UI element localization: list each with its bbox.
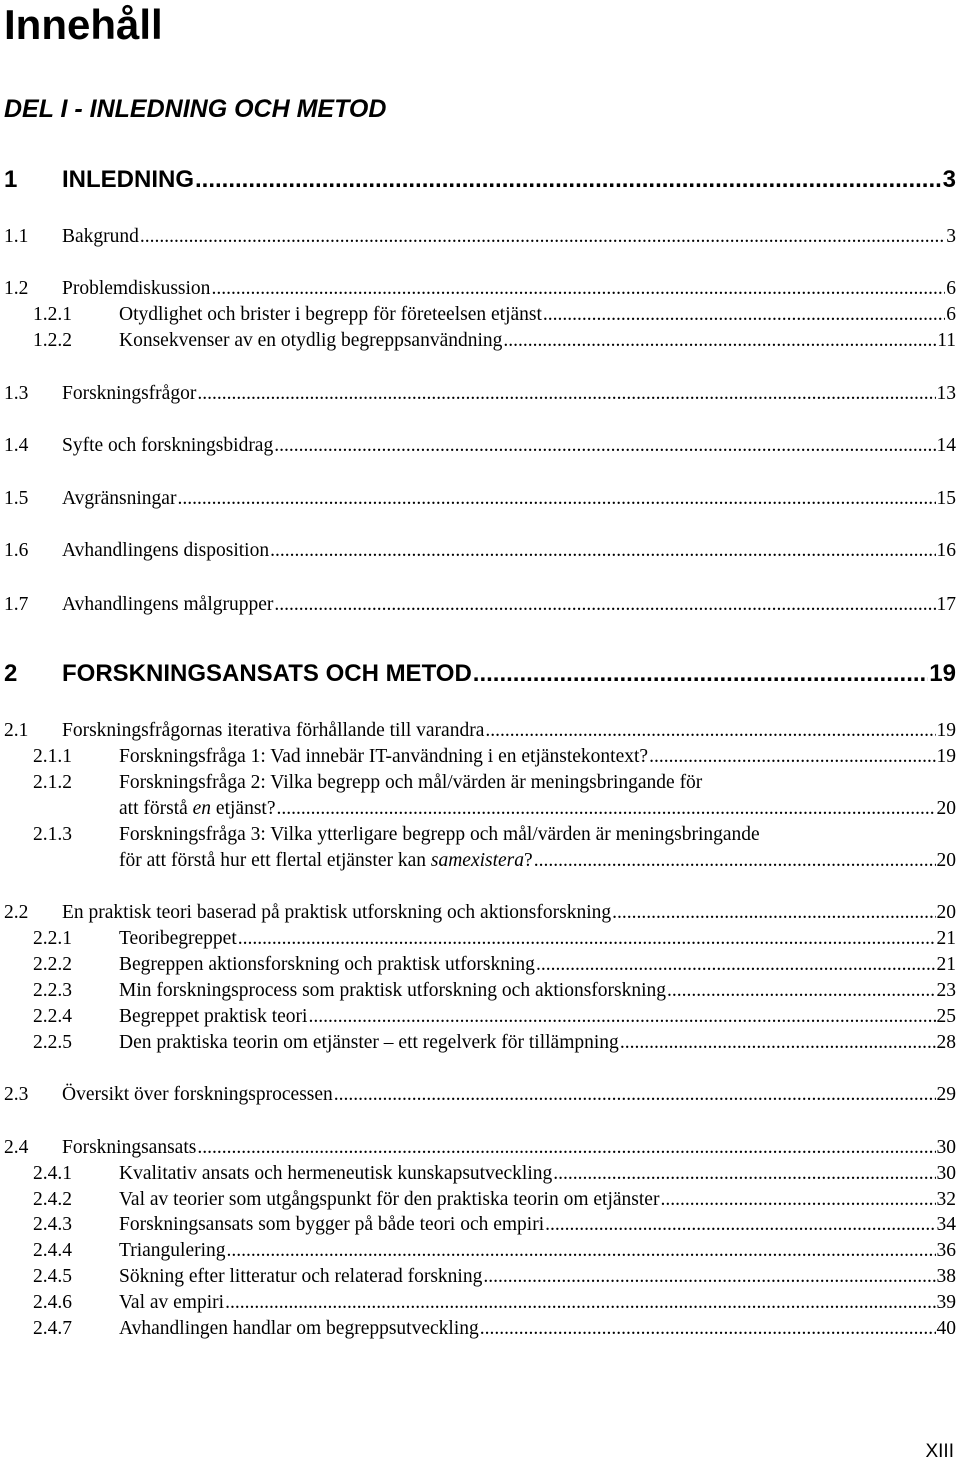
toc-page: 32 bbox=[936, 1189, 956, 1210]
toc-leader bbox=[177, 486, 935, 512]
toc-number: 2.2.2 bbox=[33, 954, 72, 975]
toc-title: Kvalitativ ansats och hermeneutisk kunskapsutveckling bbox=[119, 1163, 553, 1184]
toc-title: Problemdiskussion bbox=[62, 278, 211, 299]
toc-page: 20 bbox=[936, 798, 956, 819]
toc-number: 2.4.1 bbox=[33, 1163, 72, 1184]
toc-title: Avgränsningar bbox=[62, 488, 177, 509]
toc-leader bbox=[612, 900, 935, 926]
toc-title: Forskningsfrågor bbox=[62, 383, 197, 404]
toc-page: 19 bbox=[936, 746, 956, 767]
toc-number: 2.2.1 bbox=[33, 928, 72, 949]
toc-page: 14 bbox=[936, 435, 956, 456]
toc-leader bbox=[227, 1238, 936, 1264]
toc-title: Forskningsansats bbox=[62, 1137, 197, 1158]
toc-title: Den praktiska teorin om etjänster – ett regelverk för tillämpning bbox=[119, 1032, 619, 1053]
toc-leader bbox=[308, 1004, 935, 1030]
toc-number: 2.4.6 bbox=[33, 1292, 72, 1313]
toc-number: 1.2.1 bbox=[33, 304, 72, 325]
toc-page: 38 bbox=[936, 1266, 956, 1287]
toc-leader bbox=[534, 848, 936, 874]
toc-page: 29 bbox=[936, 1084, 956, 1105]
toc-number: 2.1.1 bbox=[33, 746, 72, 767]
toc-leader bbox=[238, 926, 936, 952]
toc-page: 20 bbox=[936, 902, 956, 923]
toc-title-line2: att förstå en etjänst? bbox=[119, 798, 276, 819]
toc-number: 2.2.4 bbox=[33, 1006, 72, 1027]
toc-leader bbox=[553, 1161, 935, 1187]
toc-number: 1.2 bbox=[4, 278, 29, 299]
toc-leader bbox=[480, 1316, 936, 1342]
toc-number: 2 bbox=[4, 660, 18, 687]
toc-title: Avhandlingens målgrupper bbox=[62, 594, 274, 615]
toc-page: 6 bbox=[946, 304, 956, 325]
toc-number: 1.6 bbox=[4, 540, 29, 561]
toc-page: 6 bbox=[946, 278, 956, 299]
toc-leader bbox=[473, 658, 929, 690]
toc-number: 1 bbox=[4, 166, 18, 193]
toc-page: 28 bbox=[936, 1032, 956, 1053]
toc-number: 2.4.2 bbox=[33, 1189, 72, 1210]
toc-leader bbox=[225, 1290, 935, 1316]
toc-page: 30 bbox=[936, 1137, 956, 1158]
toc-title-line1: Forskningsfråga 2: Vilka begrepp och mål/värden är meningsbringande för bbox=[119, 772, 703, 793]
part-title: DEL I - INLEDNING OCH METOD bbox=[4, 95, 387, 123]
toc-leader bbox=[211, 276, 945, 302]
toc-number: 2.4.7 bbox=[33, 1318, 72, 1339]
toc-title: Bakgrund bbox=[62, 226, 139, 247]
toc-title: Triangulering bbox=[119, 1240, 226, 1261]
emphasis: en bbox=[192, 798, 212, 819]
toc-leader bbox=[274, 433, 935, 459]
page-number: XIII bbox=[925, 1441, 954, 1462]
toc-title-line1: Forskningsfråga 3: Vilka ytterligare begrepp och mål/värden är meningsbringande bbox=[119, 824, 760, 845]
toc-number: 2.1 bbox=[4, 720, 29, 741]
toc-number: 2.4 bbox=[4, 1137, 29, 1158]
toc-page: 39 bbox=[936, 1292, 956, 1313]
toc-number: 1.4 bbox=[4, 435, 29, 456]
toc-title: Otydlighet och brister i begrepp för företeelsen etjänst bbox=[119, 304, 542, 325]
toc-title: Forskningsfråga 1: Vad innebär IT-användning i en etjänstekontext? bbox=[119, 746, 649, 767]
toc-number: 1.7 bbox=[4, 594, 29, 615]
toc-number: 2.2.5 bbox=[33, 1032, 72, 1053]
toc-page: 13 bbox=[936, 383, 956, 404]
toc-title: En praktisk teori baserad på praktisk utforskning och aktionsforskning bbox=[62, 902, 612, 923]
toc-number: 2.4.4 bbox=[33, 1240, 72, 1261]
toc-number: 2.3 bbox=[4, 1084, 29, 1105]
toc-number: 1.1 bbox=[4, 226, 29, 247]
toc-leader bbox=[274, 592, 935, 618]
toc-page: 34 bbox=[936, 1214, 956, 1235]
toc-page: 30 bbox=[936, 1163, 956, 1184]
toc-page: 23 bbox=[936, 980, 956, 1001]
toc-leader bbox=[270, 538, 935, 564]
toc-page: 21 bbox=[936, 928, 956, 949]
toc-title: Avhandlingens disposition bbox=[62, 540, 270, 561]
toc-page: 3 bbox=[946, 226, 956, 247]
toc-leader bbox=[536, 952, 936, 978]
toc-number: 1.3 bbox=[4, 383, 29, 404]
toc-leader bbox=[543, 302, 945, 328]
toc-title: Min forskningsprocess som praktisk utforskning och aktionsforskning bbox=[119, 980, 667, 1001]
toc-title: Konsekvenser av en otydlig begreppsanvändning bbox=[119, 330, 503, 351]
toc-page: 19 bbox=[929, 660, 956, 687]
toc-title: Forskningsansats som bygger på både teori och empiri bbox=[119, 1214, 545, 1235]
toc-number: 1.5 bbox=[4, 488, 29, 509]
toc-title-line2: för att förstå hur ett flertal etjänster kan samexistera? bbox=[119, 850, 533, 871]
toc-leader bbox=[197, 1135, 935, 1161]
toc-leader bbox=[620, 1030, 936, 1056]
toc-leader bbox=[649, 744, 935, 770]
toc-page: 15 bbox=[936, 488, 956, 509]
toc-number: 2.4.5 bbox=[33, 1266, 72, 1287]
toc-title: Begreppen aktionsforskning och praktisk utforskning bbox=[119, 954, 535, 975]
toc-title: Sökning efter litteratur och relaterad forskning bbox=[119, 1266, 483, 1287]
toc-leader bbox=[195, 164, 942, 196]
toc-number: 2.2 bbox=[4, 902, 29, 923]
toc-page: 36 bbox=[936, 1240, 956, 1261]
toc-number: 2.1.2 bbox=[33, 772, 72, 793]
toc-leader bbox=[140, 224, 945, 250]
toc-title: Begreppet praktisk teori bbox=[119, 1006, 308, 1027]
toc-number: 2.4.3 bbox=[33, 1214, 72, 1235]
toc-page: 16 bbox=[936, 540, 956, 561]
toc-page: 17 bbox=[936, 594, 956, 615]
toc-title: Val av empiri bbox=[119, 1292, 225, 1313]
toc-number: 2.1.3 bbox=[33, 824, 72, 845]
toc-leader bbox=[660, 1187, 935, 1213]
emphasis: samexistera bbox=[430, 850, 525, 871]
toc-leader bbox=[667, 978, 935, 1004]
toc-page: 25 bbox=[936, 1006, 956, 1027]
toc-page: 20 bbox=[936, 850, 956, 871]
toc-leader bbox=[334, 1082, 936, 1108]
toc-number: 2.2.3 bbox=[33, 980, 72, 1001]
toc-page: 3 bbox=[942, 166, 956, 193]
toc-title: INLEDNING bbox=[62, 166, 194, 193]
toc-title: Översikt över forskningsprocessen bbox=[62, 1084, 333, 1105]
toc-title: Teoribegreppet bbox=[119, 928, 237, 949]
toc-leader bbox=[503, 328, 936, 354]
toc-title: Syfte och forskningsbidrag bbox=[62, 435, 274, 456]
toc-page: 19 bbox=[936, 720, 956, 741]
toc-page: 11 bbox=[937, 330, 956, 351]
toc-title: FORSKNINGSANSATS OCH METOD bbox=[62, 660, 472, 687]
toc-leader bbox=[276, 796, 935, 822]
toc-page: 40 bbox=[936, 1318, 956, 1339]
toc-number: 1.2.2 bbox=[33, 330, 72, 351]
toc-page: 21 bbox=[936, 954, 956, 975]
page-title: Innehåll bbox=[4, 1, 163, 48]
toc-title: Val av teorier som utgångspunkt för den praktiska teorin om etjänster bbox=[119, 1189, 660, 1210]
toc-leader bbox=[483, 1264, 935, 1290]
toc-leader bbox=[545, 1212, 935, 1238]
toc-title: Forskningsfrågornas iterativa förhållande till varandra bbox=[62, 720, 485, 741]
toc-leader bbox=[485, 718, 935, 744]
toc-title: Avhandlingen handlar om begreppsutveckling bbox=[119, 1318, 479, 1339]
toc-leader bbox=[197, 381, 935, 407]
